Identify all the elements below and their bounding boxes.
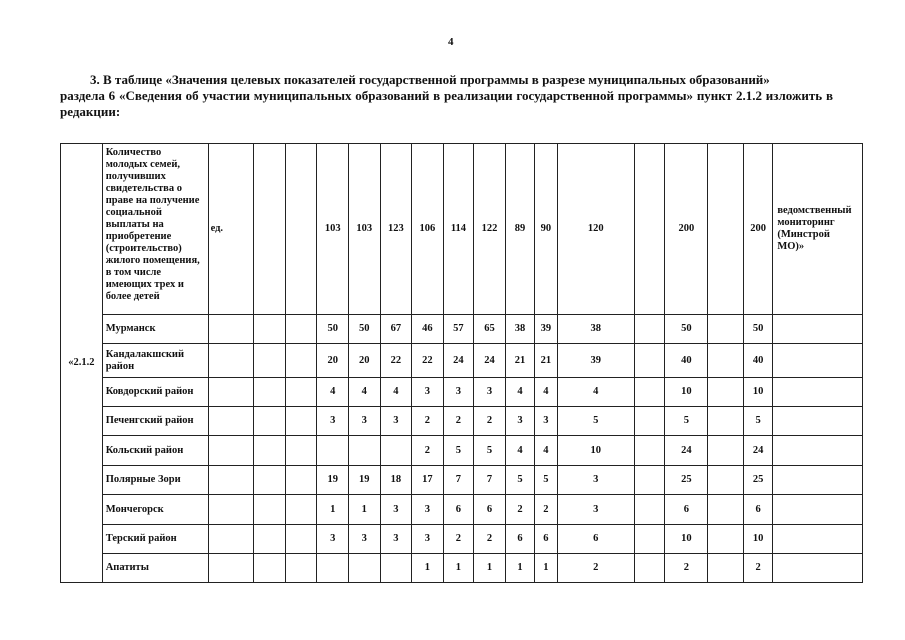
value-cell: 7 [474,466,506,495]
value-cell [773,407,863,436]
value-cell [634,315,665,344]
value-cell [349,554,381,583]
value-cell [708,144,744,315]
value-cell [254,378,286,407]
municipality-name: Терский район [102,525,208,554]
value-cell: 40 [743,344,773,378]
value-cell [634,554,665,583]
value-cell: 20 [349,344,381,378]
value-cell: 25 [665,466,708,495]
value-cell: 3 [380,495,412,525]
municipality-row [61,554,863,583]
unit-cell [208,436,254,466]
municipality-name: Мончегорск [102,495,208,525]
value-cell [634,144,665,315]
value-cell [254,525,286,554]
value-cell [285,525,317,554]
value-cell: 3 [557,466,634,495]
municipality-name: Ковдорский район [102,378,208,407]
value-cell [254,144,286,315]
unit-cell [208,344,254,378]
value-cell: 3 [412,525,444,554]
intro-line-1: 3. В таблице «Значения целевых показателей государственной программы в разрезе муниципальных образований» [90,72,770,87]
value-cell: 4 [535,436,557,466]
value-cell [634,436,665,466]
value-cell: 1 [412,554,444,583]
value-cell [254,315,286,344]
value-cell [634,525,665,554]
value-cell: 2 [474,407,506,436]
value-cell [634,344,665,378]
municipality-row [61,315,863,344]
indicators-table [60,143,863,583]
unit-cell [208,495,254,525]
value-cell: 6 [505,525,535,554]
value-cell: 21 [535,344,557,378]
value-cell: 7 [443,466,474,495]
value-cell: 50 [665,315,708,344]
value-cell: 5 [665,407,708,436]
value-cell: 1 [349,495,381,525]
value-cell: 24 [743,436,773,466]
value-cell [254,436,286,466]
value-cell [708,407,744,436]
value-cell [773,315,863,344]
value-cell [285,378,317,407]
value-cell: 39 [535,315,557,344]
value-cell: 24 [665,436,708,466]
value-cell [317,436,349,466]
value-cell: 6 [557,525,634,554]
value-cell [254,466,286,495]
value-cell: 40 [665,344,708,378]
municipality-row [61,407,863,436]
value-cell [380,436,412,466]
value-cell: 10 [743,378,773,407]
value-cell [634,407,665,436]
value-cell [708,466,744,495]
value-cell [254,554,286,583]
value-cell: 22 [412,344,444,378]
unit-cell: ед. [208,144,254,315]
value-cell: 4 [557,378,634,407]
value-cell [708,436,744,466]
municipality-name: Кольский район [102,436,208,466]
value-cell [317,554,349,583]
value-cell: 2 [474,525,506,554]
value-cell: 2 [665,554,708,583]
value-cell: 57 [443,315,474,344]
value-cell: 1 [474,554,506,583]
value-cell [708,525,744,554]
value-cell [708,344,744,378]
municipality-name: Кандалакшский район [102,344,208,378]
value-cell [634,495,665,525]
value-cell: 3 [349,525,381,554]
indicator-name: Количество молодых семей, получивших свидетельства о праве на получение социальной выплаты на приобретение (строительство) жилого помещения, в том числе имеющих трех и более детей [102,144,208,315]
value-cell: 3 [380,407,412,436]
value-cell: 2 [743,554,773,583]
value-cell: 3 [412,378,444,407]
value-cell [708,378,744,407]
value-cell: 2 [443,407,474,436]
value-cell: 22 [380,344,412,378]
value-cell: 2 [557,554,634,583]
municipality-row [61,436,863,466]
value-cell: 3 [443,378,474,407]
unit-cell [208,525,254,554]
value-cell [773,436,863,466]
value-cell: 39 [557,344,634,378]
value-cell: 2 [443,525,474,554]
value-cell: 3 [557,495,634,525]
value-cell: 4 [317,378,349,407]
value-cell: 4 [505,378,535,407]
value-cell [254,407,286,436]
value-cell: 1 [443,554,474,583]
municipality-row [61,378,863,407]
municipality-row [61,466,863,495]
intro-line-2: раздела 6 «Сведения об участии муниципальных образований в реализации государственной программы» пункт 2.1.2 [60,88,762,103]
value-cell [708,315,744,344]
municipality-row [61,495,863,525]
value-cell [285,466,317,495]
value-cell [708,554,744,583]
value-cell [254,495,286,525]
unit-cell [208,554,254,583]
value-cell: 24 [474,344,506,378]
value-cell: 10 [557,436,634,466]
value-cell [285,436,317,466]
value-cell [773,466,863,495]
value-cell: 120 [557,144,634,315]
unit-cell [208,407,254,436]
value-cell: 2 [412,407,444,436]
value-cell: 50 [349,315,381,344]
value-cell: 10 [743,525,773,554]
value-cell: 6 [743,495,773,525]
value-cell: 5 [505,466,535,495]
value-cell [773,525,863,554]
value-cell: 4 [505,436,535,466]
value-cell: 1 [505,554,535,583]
value-cell [773,554,863,583]
municipality-name: Печенгский район [102,407,208,436]
value-cell: 4 [349,378,381,407]
value-cell [773,378,863,407]
value-cell [708,495,744,525]
municipality-name: Полярные Зори [102,466,208,495]
value-cell: 2 [535,495,557,525]
value-cell: 38 [505,315,535,344]
value-cell: 19 [349,466,381,495]
value-cell: 122 [474,144,506,315]
value-cell: 200 [743,144,773,315]
value-cell: 3 [317,525,349,554]
value-cell: 1 [535,554,557,583]
value-cell: 20 [317,344,349,378]
value-cell [285,315,317,344]
value-cell: 6 [535,525,557,554]
municipality-name: Апатиты [102,554,208,583]
value-cell: 24 [443,344,474,378]
value-cell: 50 [317,315,349,344]
value-cell [380,554,412,583]
value-cell: 17 [412,466,444,495]
value-cell: 5 [535,466,557,495]
value-cell [285,495,317,525]
value-cell [349,436,381,466]
value-cell [285,344,317,378]
value-cell: 5 [443,436,474,466]
value-cell: 65 [474,315,506,344]
value-cell: 10 [665,378,708,407]
value-cell [285,554,317,583]
value-cell: 3 [505,407,535,436]
value-cell [634,466,665,495]
value-cell: 10 [665,525,708,554]
value-cell: 103 [349,144,381,315]
value-cell: 5 [743,407,773,436]
value-cell: 50 [743,315,773,344]
value-cell [285,407,317,436]
value-cell: 6 [665,495,708,525]
unit-cell [208,378,254,407]
page-number: 4 [448,36,454,48]
value-cell [254,344,286,378]
value-cell: 21 [505,344,535,378]
intro-paragraph [60,72,833,120]
value-cell: 3 [380,525,412,554]
municipality-name: Мурманск [102,315,208,344]
value-cell: 19 [317,466,349,495]
unit-cell [208,315,254,344]
value-cell: 5 [474,436,506,466]
value-cell: 103 [317,144,349,315]
value-cell: 114 [443,144,474,315]
value-cell: 6 [474,495,506,525]
value-cell: 4 [380,378,412,407]
total-row [61,144,863,315]
value-cell: 123 [380,144,412,315]
value-cell [634,378,665,407]
value-cell: 2 [412,436,444,466]
value-cell: 5 [557,407,634,436]
value-cell [285,144,317,315]
intro-line-3: изложить в редакции: [60,88,833,119]
unit-cell [208,466,254,495]
item-code: «2.1.2 [61,144,103,583]
value-cell: 90 [535,144,557,315]
value-cell: 25 [743,466,773,495]
value-cell: 46 [412,315,444,344]
value-cell: 6 [443,495,474,525]
value-cell: 67 [380,315,412,344]
municipality-row [61,344,863,378]
data-source: ведомственный мониторинг (Минстрой МО)» [773,144,863,315]
value-cell: 89 [505,144,535,315]
value-cell: 3 [412,495,444,525]
value-cell: 1 [317,495,349,525]
value-cell: 3 [535,407,557,436]
value-cell: 38 [557,315,634,344]
value-cell: 200 [665,144,708,315]
value-cell: 4 [535,378,557,407]
value-cell: 106 [412,144,444,315]
value-cell: 3 [349,407,381,436]
value-cell: 3 [474,378,506,407]
municipality-row [61,525,863,554]
value-cell: 3 [317,407,349,436]
value-cell [773,344,863,378]
value-cell: 18 [380,466,412,495]
value-cell [773,495,863,525]
value-cell: 2 [505,495,535,525]
